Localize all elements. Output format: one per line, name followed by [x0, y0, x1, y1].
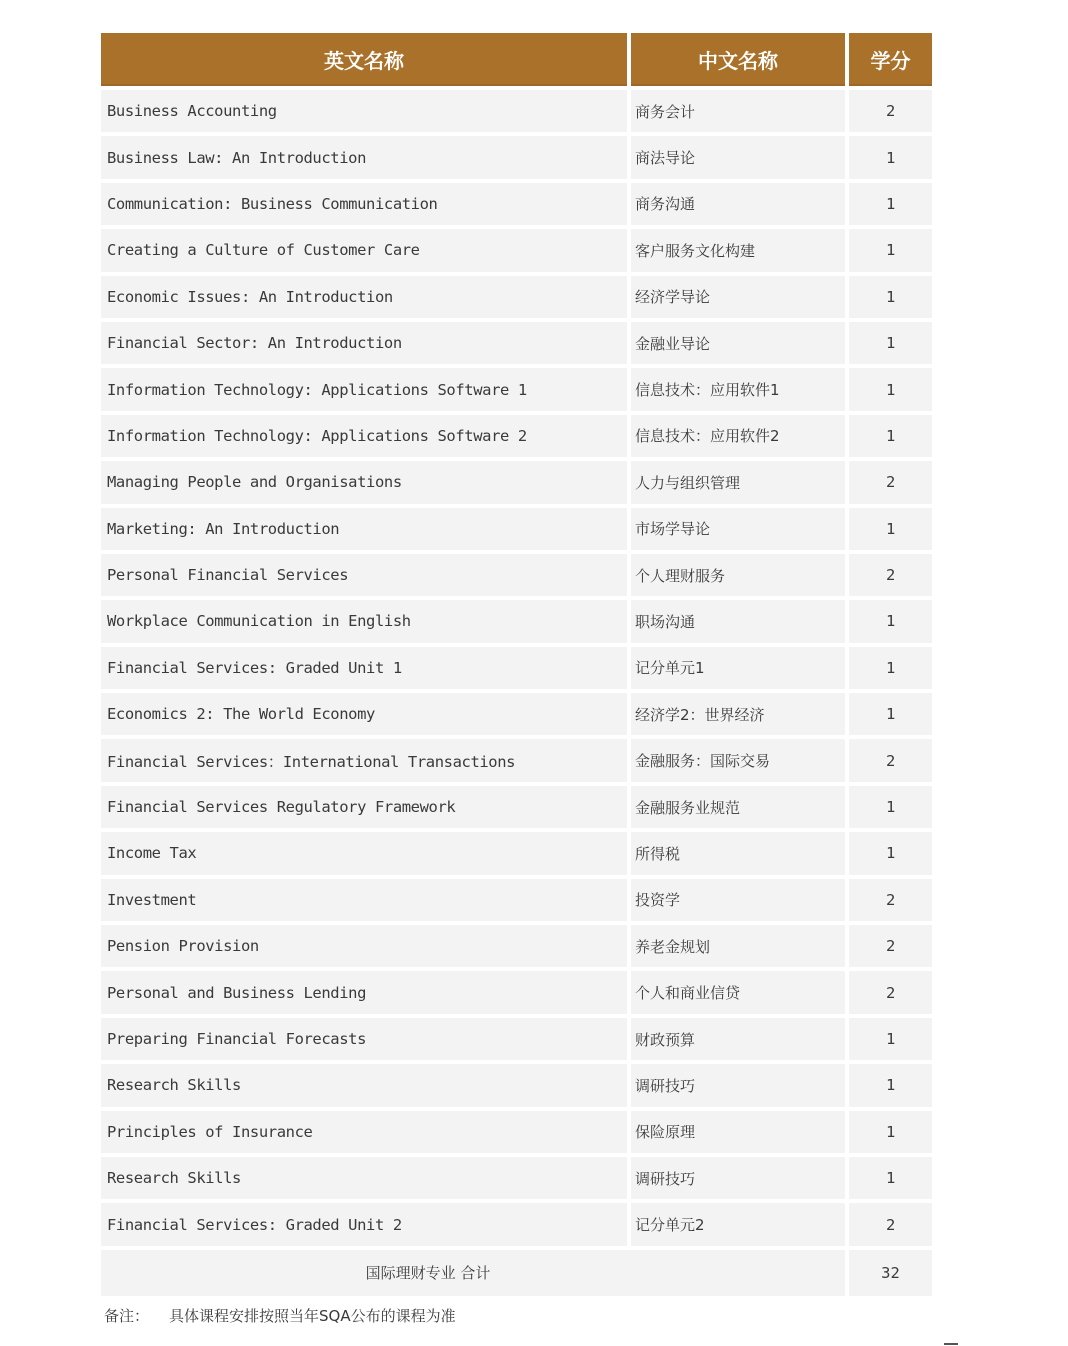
cell-english-name: Economic Issues: An Introduction — [101, 276, 627, 318]
cell-credit: 2 — [849, 971, 932, 1013]
cell-english-name: Financial Services: Graded Unit 2 — [101, 1203, 627, 1245]
cell-credit: 2 — [849, 925, 932, 967]
cell-english-name: Financial Services Regulatory Framework — [101, 786, 627, 828]
cell-credit: 1 — [849, 1111, 932, 1153]
cell-credit: 2 — [849, 739, 932, 781]
cell-chinese-name: 金融业导论 — [631, 322, 845, 364]
cell-english-name: Economics 2: The World Economy — [101, 693, 627, 735]
cell-chinese-name: 养老金规划 — [631, 925, 845, 967]
cell-credit: 1 — [849, 368, 932, 410]
cell-credit: 2 — [849, 879, 932, 921]
cell-chinese-name: 所得税 — [631, 832, 845, 874]
cell-chinese-name: 个人理财服务 — [631, 554, 845, 596]
cell-credit: 1 — [849, 415, 932, 457]
cell-chinese-name: 经济学2：世界经济 — [631, 693, 845, 735]
cell-chinese-name: 人力与组织管理 — [631, 461, 845, 503]
cell-credit: 2 — [849, 1203, 932, 1245]
cell-chinese-name: 职场沟通 — [631, 600, 845, 642]
total-credits: 32 — [849, 1250, 932, 1296]
page-edge-mark — [944, 1343, 958, 1345]
cell-chinese-name: 投资学 — [631, 879, 845, 921]
cell-english-name: Income Tax — [101, 832, 627, 874]
cell-chinese-name: 商务会计 — [631, 90, 845, 132]
cell-credit: 1 — [849, 832, 932, 874]
cell-english-name: Information Technology: Applications Software 1 — [101, 368, 627, 410]
cell-english-name: Research Skills — [101, 1064, 627, 1106]
cell-english-name: Business Accounting — [101, 90, 627, 132]
cell-credit: 1 — [849, 786, 932, 828]
cell-english-name: Workplace Communication in English — [101, 600, 627, 642]
cell-english-name: Business Law: An Introduction — [101, 136, 627, 178]
cell-credit: 1 — [849, 647, 932, 689]
cell-chinese-name: 记分单元1 — [631, 647, 845, 689]
cell-english-name: Creating a Culture of Customer Care — [101, 229, 627, 271]
cell-chinese-name: 市场学导论 — [631, 508, 845, 550]
header-english-name: 英文名称 — [101, 33, 627, 86]
cell-chinese-name: 商务沟通 — [631, 183, 845, 225]
cell-chinese-name: 金融服务：国际交易 — [631, 739, 845, 781]
cell-english-name: Research Skills — [101, 1157, 627, 1199]
cell-english-name: Principles of Insurance — [101, 1111, 627, 1153]
cell-chinese-name: 经济学导论 — [631, 276, 845, 318]
cell-english-name: Communication: Business Communication — [101, 183, 627, 225]
cell-english-name: Financial Services: Graded Unit 1 — [101, 647, 627, 689]
cell-credit: 2 — [849, 90, 932, 132]
cell-credit: 1 — [849, 136, 932, 178]
cell-english-name: Financial Services：International Transactions — [101, 739, 627, 781]
cell-chinese-name: 客户服务文化构建 — [631, 229, 845, 271]
cell-credit: 1 — [849, 322, 932, 364]
cell-credit: 1 — [849, 1018, 932, 1060]
cell-english-name: Managing People and Organisations — [101, 461, 627, 503]
total-label: 国际理财专业 合计 — [101, 1250, 845, 1296]
cell-english-name: Financial Sector: An Introduction — [101, 322, 627, 364]
cell-english-name: Personal Financial Services — [101, 554, 627, 596]
cell-credit: 1 — [849, 183, 932, 225]
footnote-text: 具体课程安排按照当年SQA公布的课程为准 — [169, 1307, 456, 1325]
cell-credit: 1 — [849, 229, 932, 271]
cell-chinese-name: 财政预算 — [631, 1018, 845, 1060]
cell-chinese-name: 调研技巧 — [631, 1064, 845, 1106]
cell-chinese-name: 记分单元2 — [631, 1203, 845, 1245]
cell-chinese-name: 商法导论 — [631, 136, 845, 178]
course-credit-table — [101, 33, 932, 1296]
cell-chinese-name: 信息技术：应用软件2 — [631, 415, 845, 457]
cell-english-name: Pension Provision — [101, 925, 627, 967]
footnote — [104, 1305, 456, 1326]
cell-credit: 1 — [849, 1157, 932, 1199]
cell-credit: 1 — [849, 693, 932, 735]
cell-chinese-name: 调研技巧 — [631, 1157, 845, 1199]
header-credits: 学分 — [849, 33, 932, 86]
cell-english-name: Preparing Financial Forecasts — [101, 1018, 627, 1060]
cell-credit: 1 — [849, 600, 932, 642]
cell-credit: 2 — [849, 554, 932, 596]
cell-chinese-name: 信息技术：应用软件1 — [631, 368, 845, 410]
cell-english-name: Investment — [101, 879, 627, 921]
cell-credit: 2 — [849, 461, 932, 503]
cell-english-name: Information Technology: Applications Software 2 — [101, 415, 627, 457]
cell-chinese-name: 保险原理 — [631, 1111, 845, 1153]
cell-credit: 1 — [849, 276, 932, 318]
header-chinese-name: 中文名称 — [631, 33, 845, 86]
footnote-label: 备注： — [104, 1307, 150, 1325]
cell-chinese-name: 个人和商业信贷 — [631, 971, 845, 1013]
cell-chinese-name: 金融服务业规范 — [631, 786, 845, 828]
cell-english-name: Marketing: An Introduction — [101, 508, 627, 550]
cell-english-name: Personal and Business Lending — [101, 971, 627, 1013]
cell-credit: 1 — [849, 1064, 932, 1106]
cell-credit: 1 — [849, 508, 932, 550]
